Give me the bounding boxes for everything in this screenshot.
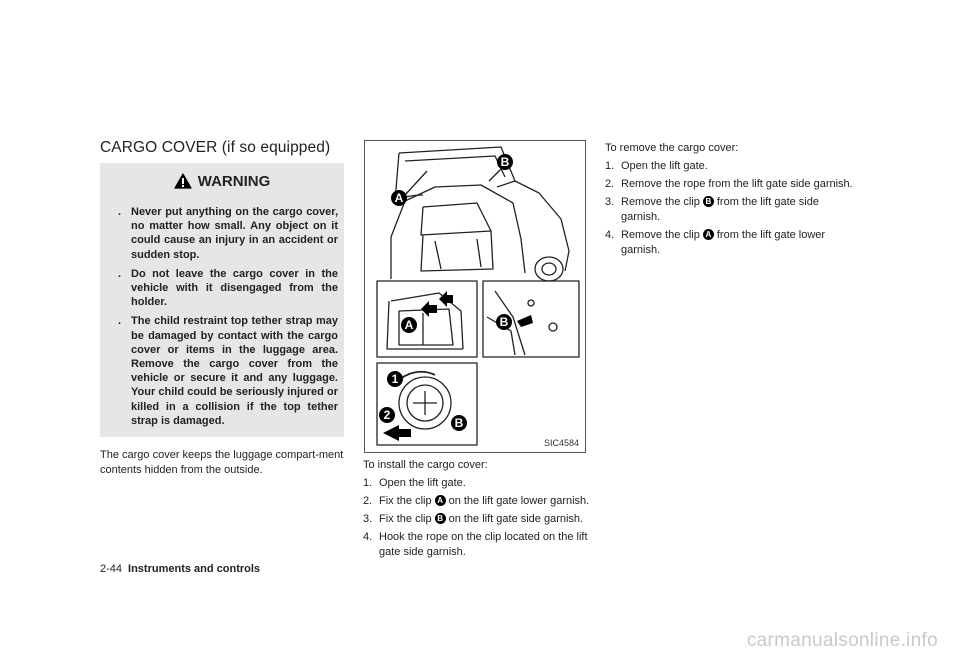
- remove-instructions: [605, 141, 855, 258]
- remove-step: 1. Open the lift gate.: [605, 160, 708, 172]
- clip-b-badge: B: [703, 196, 714, 207]
- figure-code: SIC4584: [543, 438, 579, 448]
- page-number: 2-44: [100, 563, 123, 575]
- cargo-cover-illustration: [364, 140, 586, 453]
- intro-paragraph: The cargo cover keeps the luggage compart-ment contents hidden from the outside.: [100, 449, 344, 476]
- warning-title: WARNING: [197, 173, 271, 190]
- chapter-title: Instruments and controls: [128, 563, 261, 575]
- install-step: 4. Hook the rope on the clip located on the lift gate side garnish.: [363, 531, 588, 558]
- clip-a-badge: A: [703, 229, 714, 240]
- install-instructions: [363, 458, 603, 560]
- install-steps: [363, 476, 603, 560]
- callout-1-label: 1: [391, 372, 399, 386]
- watermark: carmanualsonline.info: [746, 630, 938, 651]
- warning-box: [100, 163, 344, 437]
- callout-a-label: A: [404, 318, 414, 332]
- install-step: 2. Fix the clip A on the lift gate lower garnish.: [363, 495, 590, 507]
- callout-a-label: A: [394, 191, 404, 205]
- warning-item: . The child restraint top tether strap may be damaged by contact with the cargo cover or items in the luggage area. Remove the cargo cover from the vehicle or secure it and any luggage. Your child could be seriously injured or killed in a collision if the top tether strap is damaged.: [118, 315, 338, 427]
- remove-steps: [605, 159, 855, 258]
- remove-step: 4. Remove the clip A from the lift gate lower garnish.: [605, 229, 826, 256]
- figure-drawing: [365, 141, 585, 452]
- remove-step: 2. Remove the rope from the lift gate side garnish.: [605, 178, 853, 190]
- install-heading: To install the cargo cover:: [363, 459, 488, 471]
- section-title: CARGO COVER (if so equipped): [100, 139, 331, 156]
- warning-header: [100, 173, 344, 190]
- callout-b-label: B: [499, 315, 509, 329]
- warning-triangle-icon: [174, 173, 192, 189]
- warning-item: . Never put anything on the cargo cover, no matter how small. Any object on it could cause an injury in an accident or sudden stop.: [118, 206, 338, 261]
- callout-2-label: 2: [383, 408, 391, 422]
- warning-item: . Do not leave the cargo cover in the vehicle with it disengaged from the holder.: [118, 267, 338, 309]
- install-step: 1. Open the lift gate.: [363, 477, 466, 489]
- remove-heading: To remove the cargo cover:: [605, 142, 739, 154]
- remove-step: 3. Remove the clip B from the lift gate side garnish.: [605, 196, 819, 223]
- install-step: 3. Fix the clip B on the lift gate side garnish.: [363, 513, 584, 525]
- page-footer: [100, 563, 260, 575]
- callout-b-label: B: [500, 155, 510, 169]
- clip-b-badge: B: [435, 513, 446, 524]
- clip-a-badge: A: [435, 495, 446, 506]
- warning-list: [112, 205, 338, 433]
- callout-b-label: B: [454, 416, 464, 430]
